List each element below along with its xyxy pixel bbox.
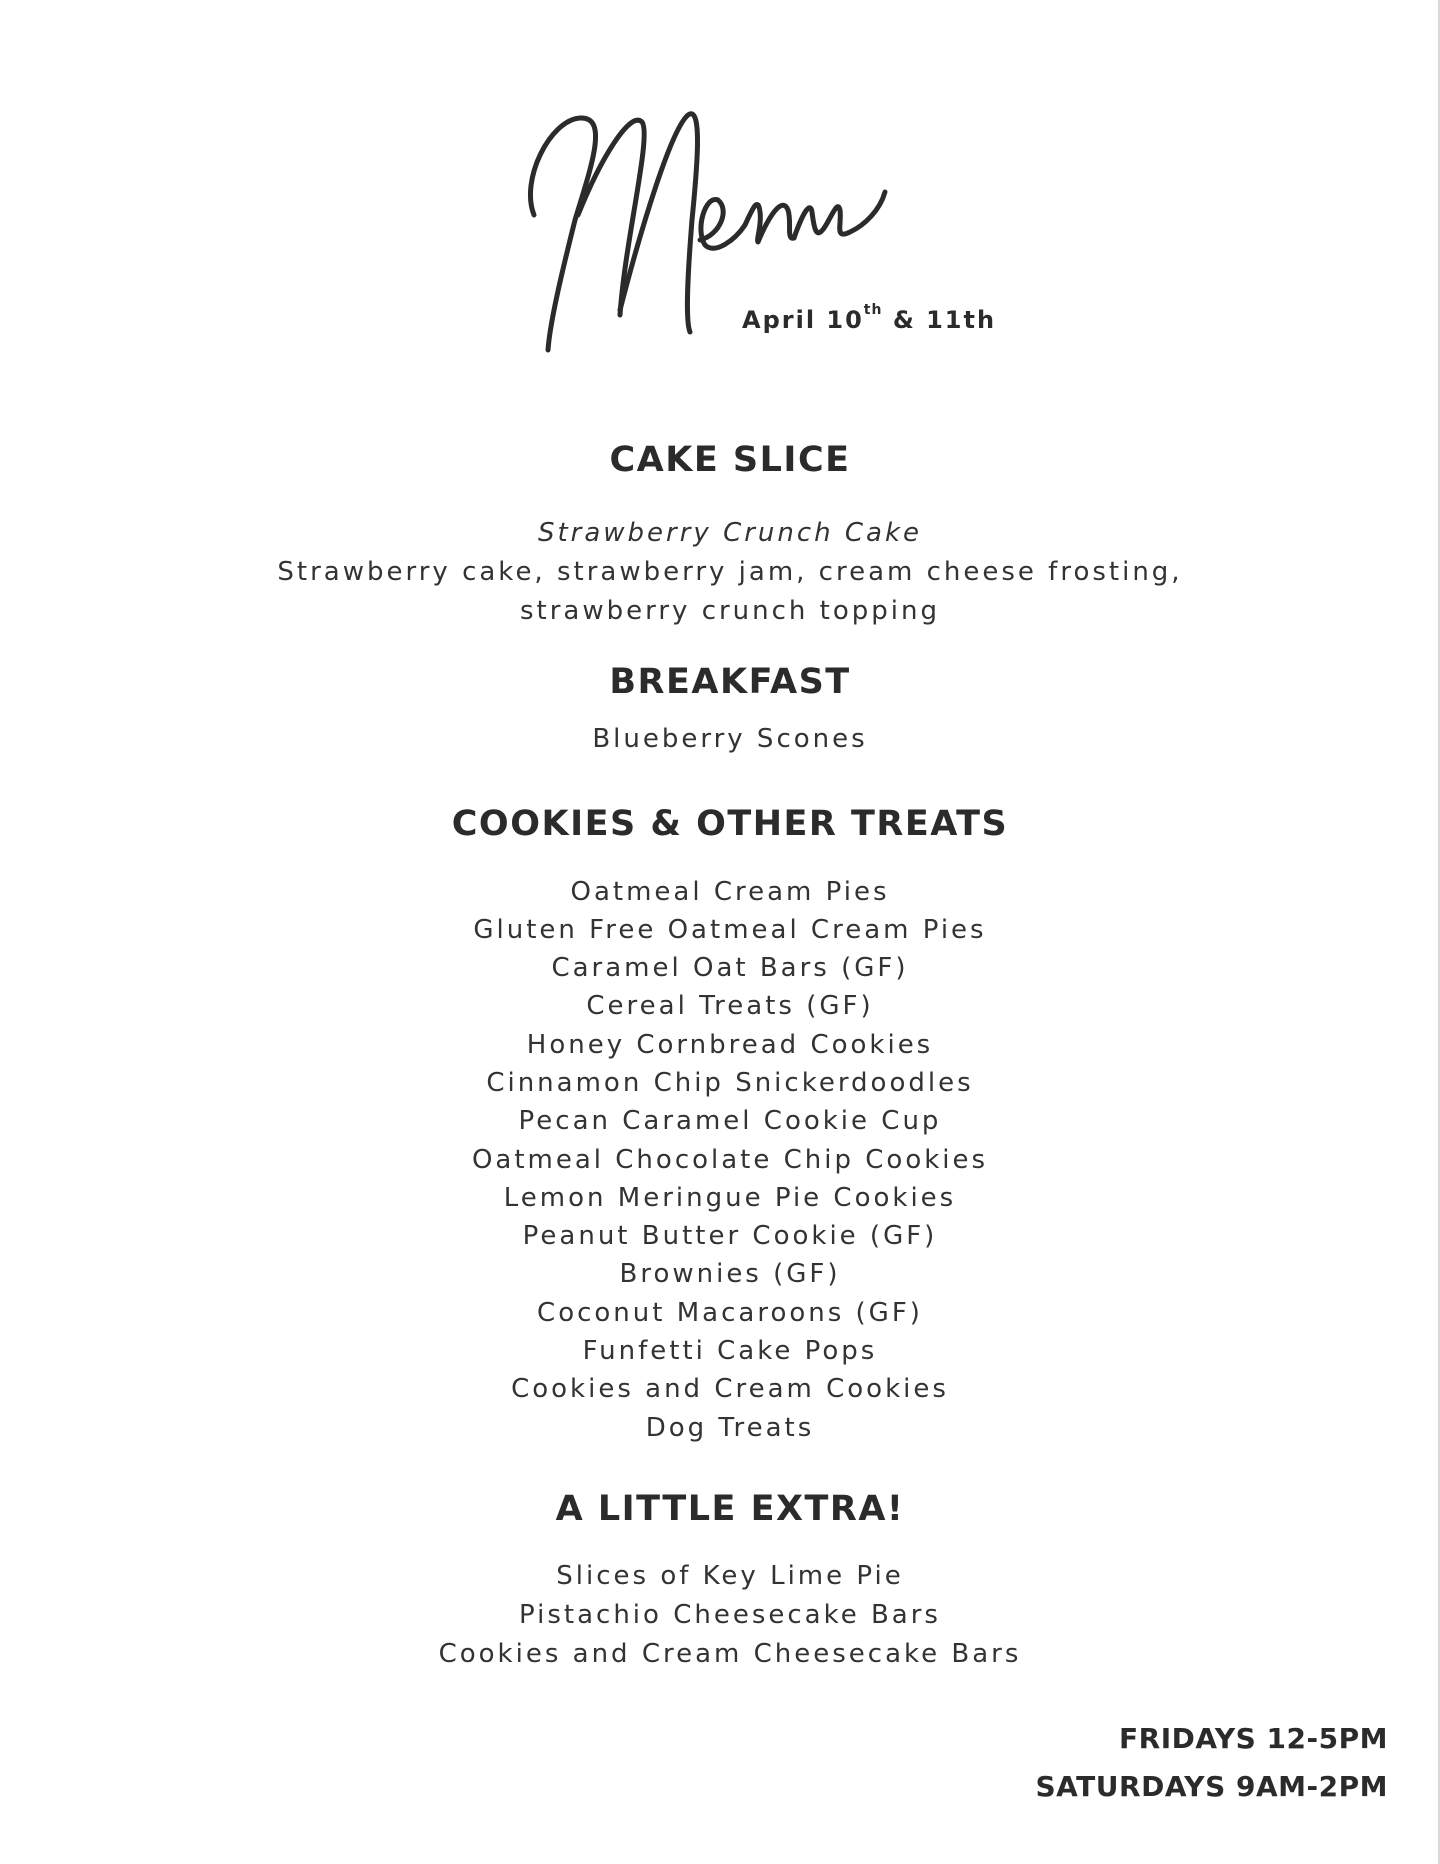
section-heading-extra: A LITTLE EXTRA! (555, 1489, 905, 1529)
cookies-item: Cereal Treats (GF) (586, 991, 874, 1021)
cake-slice-item-name: Strawberry Crunch Cake (537, 518, 923, 548)
cookies-item: Gluten Free Oatmeal Cream Pies (473, 915, 987, 945)
event-date-suffix: & 11th (882, 306, 997, 334)
cookies-item: Honey Cornbread Cookies (526, 1030, 934, 1060)
extra-item: Slices of Key Lime Pie (556, 1561, 904, 1591)
cookies-item: Dog Treats (645, 1413, 815, 1443)
hours-fridays: FRIDAYS 12-5PM (1119, 1722, 1388, 1755)
event-date-prefix: April 10 (742, 306, 864, 334)
cake-slice-description-line-2: strawberry crunch topping (520, 596, 940, 626)
extra-item: Pistachio Cheesecake Bars (519, 1600, 941, 1630)
cake-slice-description-line-1: Strawberry cake, strawberry jam, cream cheese frosting, (277, 557, 1183, 587)
cookies-item: Funfetti Cake Pops (582, 1336, 878, 1366)
extra-item: Cookies and Cream Cheesecake Bars (438, 1639, 1022, 1669)
cookies-item: Oatmeal Chocolate Chip Cookies (471, 1145, 989, 1175)
breakfast-item: Blueberry Scones (592, 724, 868, 754)
cookies-item: Caramel Oat Bars (GF) (551, 953, 909, 983)
cookies-item: Oatmeal Cream Pies (570, 877, 890, 907)
section-heading-cookies: COOKIES & OTHER TREATS (451, 804, 1009, 844)
section-heading-cake-slice: CAKE SLICE (609, 440, 851, 480)
event-date (742, 302, 996, 334)
menu-script-logo (520, 100, 900, 380)
menu-script-logo-graphic (520, 100, 900, 380)
section-heading-breakfast: BREAKFAST (609, 662, 851, 702)
cookies-item: Cookies and Cream Cookies (511, 1374, 949, 1404)
cookies-item: Lemon Meringue Pie Cookies (503, 1183, 957, 1213)
event-date-superscript: th (863, 302, 883, 318)
cookies-item: Coconut Macaroons (GF) (537, 1298, 923, 1328)
cookies-item: Brownies (GF) (619, 1259, 841, 1289)
cookies-item: Peanut Butter Cookie (GF) (522, 1221, 938, 1251)
cookies-item: Cinnamon Chip Snickerdoodles (486, 1068, 974, 1098)
cookies-item: Pecan Caramel Cookie Cup (518, 1106, 942, 1136)
hours-saturdays: SATURDAYS 9AM-2PM (1035, 1770, 1388, 1803)
